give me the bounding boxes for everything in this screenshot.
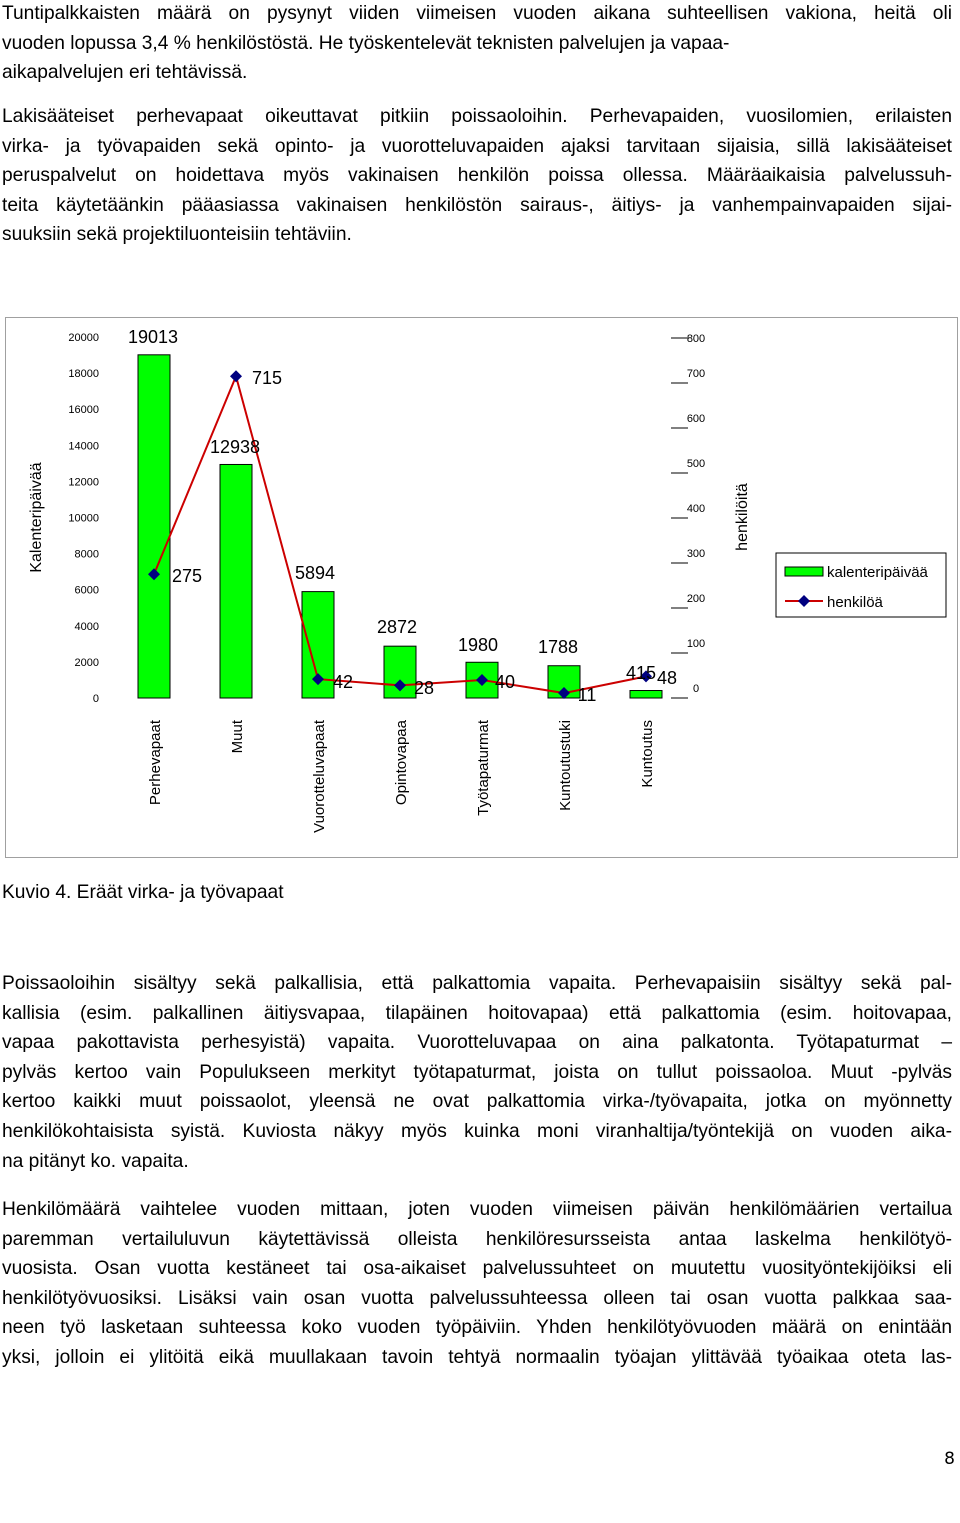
text-line: Tuntipalkkaisten määrä on pysynyt viiden viimeisen vuoden aikana suhteellisen vakiona, heitä oli xyxy=(2,3,952,24)
line-data-label: 48 xyxy=(656,668,678,688)
bar-data-label: 415 xyxy=(625,663,657,683)
text-line: aikapalvelujen eri tehtävissä. xyxy=(2,62,248,84)
bar-data-label: 19013 xyxy=(127,327,179,347)
left-tick-label: 4000 xyxy=(74,620,99,633)
text-line: peruspalvelut on hoidettava myös vakinaisen henkilön poissa ollessa. Määräaikaisia palvelussuh- xyxy=(2,165,952,187)
text-line: vuosista. Osan vuotta kestäneet tai osa-aikaiset palvelussuhteet on muutettu vuosityöntekijöiksi eli xyxy=(2,1258,952,1280)
category-label: Kuntoutus xyxy=(639,720,656,788)
right-tick-label: 700 xyxy=(686,368,706,380)
category-label: Opintovapaa xyxy=(393,720,410,806)
text-line: kertoo kaikki muut poissaolot, yleensä ne ovat palkattomia virka-/työvapaita, jotka on myönnetty xyxy=(2,1091,952,1113)
left-tick-label: 10000 xyxy=(68,512,99,525)
left-tick-label: 16000 xyxy=(68,404,99,417)
line-data-label: 28 xyxy=(413,678,435,698)
line-data-label: 11 xyxy=(577,685,597,705)
category-label: Perhevapaat xyxy=(147,720,164,806)
bar xyxy=(220,464,252,698)
line-data-label: 42 xyxy=(332,672,354,692)
bar-data-label: 12938 xyxy=(209,437,261,457)
category-label: Muut xyxy=(229,720,246,754)
text-line: neen työ lasketaan suhteessa koko vuoden työpäiviin. Yhden henkilötyövuoden määrä on enintään xyxy=(2,1317,952,1339)
category-label: Kuntoutustuki xyxy=(557,720,574,811)
right-tick-label: 400 xyxy=(686,503,706,515)
right-tick-label: 100 xyxy=(686,638,706,650)
right-tick-label: 300 xyxy=(686,548,706,560)
right-tick-label: 500 xyxy=(686,458,706,470)
left-tick-label: 8000 xyxy=(74,548,99,561)
right-tick-label: 0 xyxy=(692,683,700,695)
text-line: suuksiin sekä projektiluonteisiin tehtäviin. xyxy=(2,224,352,246)
left-tick-label: 6000 xyxy=(74,584,99,597)
bar-data-label: 5894 xyxy=(294,563,336,583)
perhevapaat-paragraph xyxy=(2,102,952,250)
left-tick-label: 20000 xyxy=(68,332,99,344)
legend-label: kalenteripäivää xyxy=(827,564,928,581)
figure-caption: Kuvio 4. Eräät virka- ja työvapaat xyxy=(2,882,284,903)
bar xyxy=(138,355,170,698)
text-line: na pitänyt ko. vapaita. xyxy=(2,1150,189,1172)
legend-label: henkilöä xyxy=(827,594,883,611)
text-line: virka- ja työvapaiden sekä opinto- ja vuorotteluvapaiden ajaksi tarvitaan sijaisia, sillä lakisääteiset xyxy=(2,135,952,157)
text-line: kallisia (esim. palkallinen äitiysvapaa, tilapäinen hoitovapaa) että palkattomia (esim. hoitovapaa, xyxy=(2,1002,952,1024)
right-tick-label: 600 xyxy=(686,413,706,425)
text-line: Lakisääteiset perhevapaat oikeuttavat pitkiin poissaoloihin. Perhevapaiden, vuosilomien, erilaisten xyxy=(2,106,952,127)
left-tick-label: 18000 xyxy=(68,368,99,381)
text-line: Poissaoloihin sisältyy sekä palkallisia, että palkattomia vapaita. Perhevapaisiin sisältyy sekä pal- xyxy=(2,973,952,994)
text-line: henkilötyövuosiksi. Lisäksi vain osan vuotta palvelussuhteessa olleen tai osan vuotta palkkaa saa- xyxy=(2,1287,952,1309)
chart-container xyxy=(5,317,958,858)
bar xyxy=(630,691,662,698)
text-line: paremman vertailuluvun käytettävissä olleista henkilöresursseista antaa laskelma henkilötyö- xyxy=(2,1228,952,1250)
intro-paragraph xyxy=(2,0,952,88)
henkilotyovuodet-paragraph xyxy=(2,1195,952,1373)
left-tick-label: 12000 xyxy=(68,476,99,489)
page-number: 8 xyxy=(944,1449,955,1469)
category-label: Vuorotteluvapaat xyxy=(311,720,328,833)
line-data-label: 40 xyxy=(494,672,516,692)
legend-swatch-bar xyxy=(785,567,823,576)
right-tick-label: 800 xyxy=(686,333,706,345)
text-line: pylväs kertoo vain Populukseen merkityt työtapaturmat, joista on tullut poissaoloa. Muut -pylväs xyxy=(2,1061,952,1083)
combo-chart xyxy=(5,317,958,858)
line-marker xyxy=(230,370,242,382)
left-tick-label: 2000 xyxy=(74,656,99,669)
left-axis-title: Kalenteripäivää xyxy=(28,462,45,573)
right-tick-label: 200 xyxy=(686,593,706,605)
text-line: henkilökohtaisista syistä. Kuviosta näkyy myös kuinka moni viranhaltija/työntekijä on vuoden aika- xyxy=(2,1120,952,1142)
text-line: teita käytetäänkin pääasiassa vakinaisen henkilöstön sairaus-, äitiys- ja vanhempainvapaiden sijai- xyxy=(2,194,952,216)
category-label: Työtapaturmat xyxy=(475,720,492,816)
left-tick-label: 14000 xyxy=(68,440,99,453)
line-data-label: 275 xyxy=(171,566,203,586)
line-data-label: 715 xyxy=(251,368,283,388)
poissaolot-paragraph xyxy=(2,969,952,1176)
text-line: vuoden lopussa 3,4 % henkilöstöstä. He työskentelevät teknisten palvelujen ja vapaa- xyxy=(2,32,730,54)
text-line: Henkilömäärä vaihtelee vuoden mittaan, joten vuoden viimeisen päivän henkilömäärien vertailua xyxy=(2,1199,952,1220)
bar-data-label: 1980 xyxy=(457,635,499,655)
left-tick-label: 0 xyxy=(92,693,99,705)
bar-data-label: 2872 xyxy=(376,617,418,637)
text-line: yksi, jolloin ei ylitöitä eikä muullakaan tavoin tehtyä normaalin työajan ylittävää työaikaa oteta las- xyxy=(2,1346,952,1368)
bar-data-label: 1788 xyxy=(537,637,579,657)
right-axis-title: henkilöitä xyxy=(734,483,751,551)
text-line: vapaa pakottavista perhesyistä) vapaita. Vuorotteluvapaa on aina palkatonta. Työtapaturmat – xyxy=(2,1032,952,1054)
